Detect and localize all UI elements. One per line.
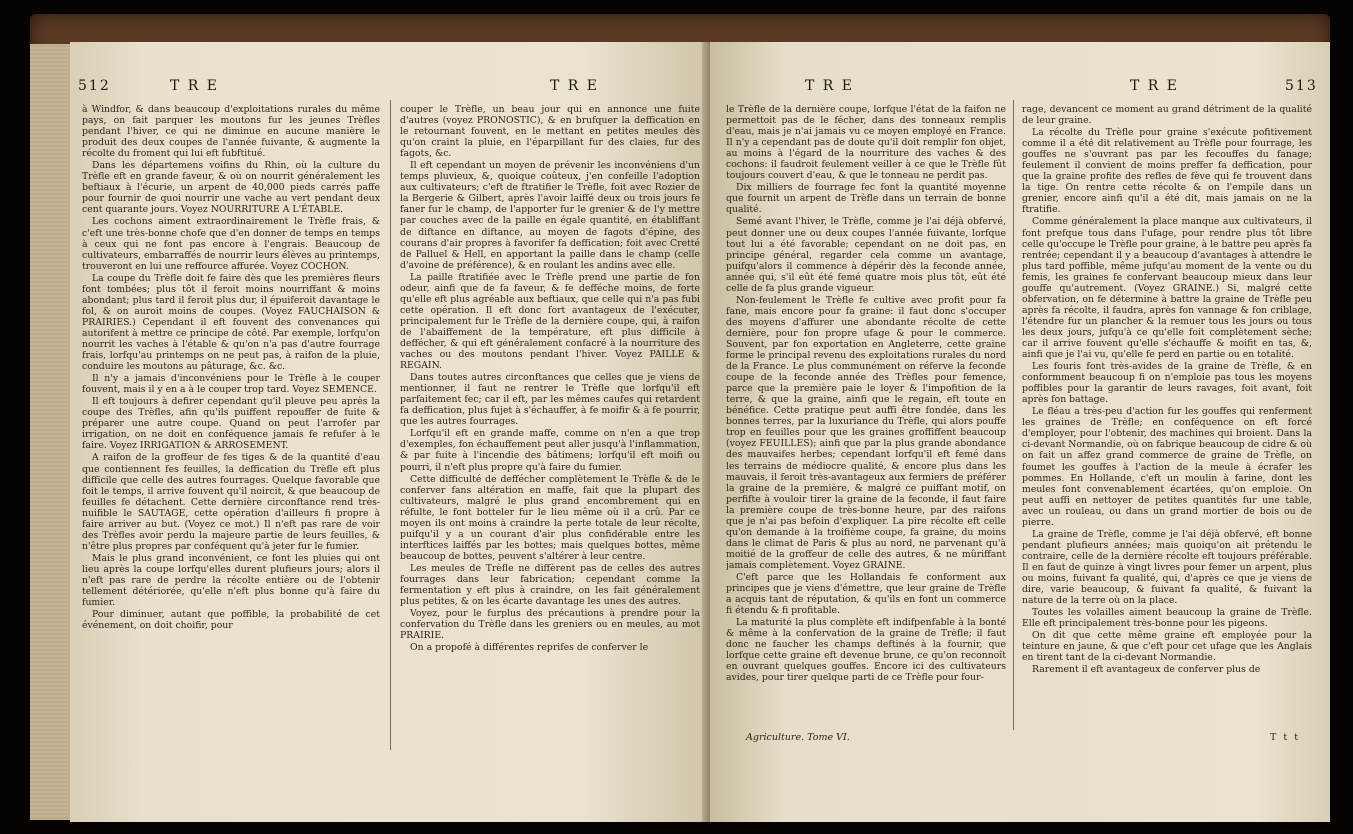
left-page-column-1 (82, 104, 380, 744)
left-page-column-2 (400, 104, 700, 744)
paragraph: Cette difficulté de deffécher complètement le Trèfle & de le conferver fans altération en maffe, fait que la plupart des cultivateurs, malgré le plus grand encombrement qui en réfulte, le font botteler fur le lieu même où il a crû. Par ce moyen ils ont moins à craindre la perte totale de leur récolte, puifqu'il y a un courant d'air plus confidérable entre les interftices laiffés par les bottes; mais quelques bottes, même beaucoup de bottes, peuvent s'altérer à leur centre. (400, 473, 700, 562)
page-footer: Agriculture. Tome VI. (746, 732, 850, 743)
column-rule (390, 100, 391, 750)
running-head-right-1: T R E (805, 78, 854, 94)
paragraph: Non-feulement le Trèfle fe cultive avec profit pour fa fane, mais encore pour fa graine: il faut donc s'occuper des moyens d'affurer une abondante récolte de cette dernière, pour fon propre ufage & pour le commerce. Souvent, par fon exportation en Angleterre, cette graine forme le principal revenu des exploitations rurales du nord de la France. Le plus communément on réferve la feconde coupe de la feconde année des Trèfles pour femence, parce que la première paie le loyer & l'impofition de la terre, & que la graine, ainfi que le regain, eft toute en bénéfice. Cette pratique peut auffi être fondée, dans les bonnes terres, par la luxuriance du Trèfle, qui alors pouffe trop en feuilles pour que les graines groffiffent beaucoup (voyez FEUILLES); ainfi que par la plus grande abondance des mauvaifes herbes; cependant lorfqu'il eft femé dans les terrains de médiocre qualité, & encore plus dans les mauvais, il feroit très-avantageux aux fermiers de préférer la graine de la première, & malgré ce puiffant motif, on perfifte à vouloir tirer la graine de la feconde, il faut faire la première coupe de très-bonne heure, par des raifons que je n'ai pas befoin d'expliquer. La pire récolte eft celle qu'on demande à la troifième coupe, fa graine, du moins dans le climat de Paris & plus au nord, ne parvenant qu'à moitié de la groffeur de celle des autres, & ne mûriffant jamais complètement. Voyez GRAINE. (726, 294, 1006, 571)
paragraph: Les cochons aiment extraordinairement le Trèfle frais, & c'eft une très-bonne chofe que d'en donner de temps en temps à ceux qui ne font pas encore à l'engrais. Beaucoup de cultivateurs, embarraffés de nourrir leurs élèves au printemps, trouveront en lui une reffource affurée. Voyez COCHON. (82, 216, 380, 272)
paragraph: Toutes les volailles aiment beaucoup la graine de Trèfle. Elle eft principalement très-bonne pour les pigeons. (1022, 607, 1312, 630)
right-page-column-2 (1022, 104, 1312, 744)
paragraph: couper le Trèfle, un beau jour qui en annonce une fuite d'autres (voyez PRONOSTIC), & en brufquer la deffication en le retournant fouvent, en le mettant en petites meules dès qu'on craint la pluie, en l'éparpillant fur des claies, fur des fagots, &c. (400, 104, 700, 160)
signature-mark: T t t (1270, 732, 1301, 743)
paragraph: Dix milliers de fourrage fec font la quantité moyenne que fournit un arpent de Trèfle dans un terrain de bonne qualité. (726, 182, 1006, 216)
page-number-left: 512 (78, 78, 111, 94)
paragraph: rage, devancent ce moment au grand détriment de la qualité de leur graine. (1022, 104, 1312, 127)
paragraph: Pour diminuer, autant que poffible, la probabilité de cet événement, on doit choifir, pour (82, 609, 380, 632)
paragraph: le Trèfle de la dernière coupe, lorfque l'état de la faifon ne permettoit pas de le fécher, dans des tonneaux remplis d'eau, mais je n'ai jamais vu ce moyen employé en France. Il n'y a cependant pas de doute qu'il doit remplir fon objet, au moins à l'égard de la nourriture des vaches & des cochons: il faudroit feulement veiller à ce que le Trèfle fût toujours couvert d'eau, & que le tonneau ne perdit pas. (726, 104, 1006, 182)
paragraph: Les meules de Trèfle ne diffèrent pas de celles des autres fourrages dans leur fabrication; cependant comme la fermentation y eft plus à craindre, on les fait généralement plus petites, & on les écarte davantage les unes des autres. (400, 562, 700, 608)
column-rule (1013, 100, 1014, 730)
paragraph: Il eft toujours à defirer cependant qu'il pleuve peu après la coupe des Trèfles, afin qu'ils puiffent repouffer de fuite & préparer une autre coupe. Quand on peut l'arrofer par irrigation, on ne doit en conféquence jamais fe refufer à le faire. Voyez IRRIGATION & ARROSEMENT. (82, 396, 380, 452)
paragraph: Il eft cependant un moyen de prévenir les inconvéniens d'un temps pluvieux, &, quoique coûteux, j'en confeille l'adoption aux cultivateurs; c'eft de ftratifier le Trèfle, foit avec Rozier de la Bergerie & Gilbert, après l'avoir laiffé deux ou trois jours fe faner fur le champ, de l'apporter fur le grenier & de l'y mettre par couches avec de la paille en égale quantité, en établiffant de diftance en diftance, au moyen de fagots d'épine, des courans d'air propres à favorifer fa deffication; foit avec Cretté de Palluel & Hell, en apportant la paille dans le champ (celle d'avoine de préférence), & en roulant les andins avec elle. (400, 160, 700, 271)
paragraph: Dans les départemens voifins du Rhin, où la culture du Trèfle eft en grande faveur, & où on nourrit généralement les beftiaux à l'écurie, un arpent de 40,000 pieds carrés paffe pour fournir de quoi nourrir une vache au vert pendant deux cent quarante jours. Voyez NOURRITURE A L'ÉTABLE. (82, 160, 380, 216)
paragraph: La graine de Trèfle, comme je l'ai déjà obfervé, eft bonne pendant plufieurs années; mais quoiqu'on ait prétendu le contraire, celle de la dernière récolte eft toujours préférable. Il en faut de quinze à vingt livres pour femer un arpent, plus ou moins, fuivant fa qualité, qui, d'après ce que je viens de dire, varie beaucoup, & fuivant fa qualité, & fuivant la nature de la terre où on la place. (1022, 528, 1312, 607)
right-page-column-1 (726, 104, 1006, 724)
paragraph: On a propofé à différentes reprifes de conferver le (410, 642, 649, 654)
paragraph: Les fouris font très-avides de la graine de Trèfle, & en conformment beaucoup fi on n'emploie pas tous les moyens poffibles pour la garantir de leurs ravages, foit avant, foit après fon battage. (1022, 361, 1312, 406)
paragraph: Dans toutes autres circonftances que celles que je viens de mentionner, il faut ne rentrer le Trèfle que lorfqu'il eft parfaitement fec; car il eft, par les mêmes caufes qui retardent fa deffication, plus fujet à s'échauffer, à fe moifir & à fe pourrir, que les autres fourrages. (400, 372, 700, 428)
running-head-left-2: T R E (550, 78, 599, 94)
paragraph: La maturité la plus complète eft indifpenfable à la bonté & même à la confervation de la graine de Trèfle; il faut donc ne faucher les champs deftinés à la fournir, que lorfque cette graine eft devenue brune, ce qu'on reconnoît en ouvrant quelques gouffes. Encore ici des cultivateurs avides, pour tirer quelque parti de ce Trèfle pour four- (726, 617, 1006, 684)
page-edges-left (30, 44, 72, 820)
paragraph: Voyez, pour le furplus des précautions à prendre pour la confervation du Trèfle dans les greniers ou en meules, au mot PRAIRIE. (400, 608, 700, 642)
paragraph: La paille ftratifiée avec le Trèfle prend une partie de fon odeur, ainfi que de fa faveur, & fe defféche moins, de forte qu'elle eft plus agréable aux beftiaux, que celle qui n'a pas fubi cette opération. Il eft donc fort avantageux de l'exécuter, principalement fur le Trèfle de la dernière coupe, qui, à raifon de l'abaiffement de la température, eft plus difficile à deffécher, & qui eft généralement confacré à la nourriture des vaches ou des moutons pendant l'hiver. Voyez PAILLE & REGAIN. (400, 271, 700, 372)
paragraph: Mais le plus grand inconvénient, ce font les pluies qui ont lieu après la coupe lorfqu'elles durent plufieurs jours; alors il n'eft pas rare de perdre la récolte entière ou de l'obtenir tellement détériorée, qu'elle n'eft plus bonne qu'à faire du fumier. (82, 552, 380, 609)
paragraph: On dit que cette même graine eft employée pour la teinture en jaune, & que c'eft pour cet ufage que les Anglais en tirent tant de la ci-devant Normandie. (1022, 630, 1312, 664)
paragraph: La coupe du Trèfle doit fe faire dès que les premières fleurs font tombées; plus tôt il feroit moins nourriffant & moins abondant; plus tard il feroit plus dur, il épuiferoit davantage le fol, & on auroit moins de coupes. (Voyez FAUCHAISON & PRAIRIES.) Cependant il eft fouvent des convenances qui autorifent à mettre ce principe de côté. Par exemple, lorfqu'on nourrit les vaches à l'étable & qu'on n'a pas d'autre fourrage frais, lorfqu'au printemps on ne peut pas, à raifon de la pluie, conduire les moutons au pâturage, &c. &c. (82, 272, 380, 373)
paragraph: Rarement il eft avantageux de conferver plus de (1032, 664, 1261, 676)
right-page (710, 42, 1330, 822)
paragraph: C'eft parce que les Hollandais fe conforment aux principes que je viens d'émettre, que leur graine de Trèfle a acquis tant de réputation, & qu'ils en font un commerce fi étendu & fi profitable. (726, 571, 1006, 617)
paragraph: A raifon de la groffeur de fes tiges & de la quantité d'eau que contiennent fes feuilles, la deffication du Trèfle eft plus difficile que celle des autres fourrages. Quelque favorable que foit le temps, il arrive fouvent qu'il noircit, & que beaucoup de feuilles fe détachent. Cette dernière circonftance rend très-nuifible le SAUTAGE, cette opération d'ailleurs fi propre à faire arriver au but. (Voyez ce mot.) Il n'eft pas rare de voir des Trèfles avoir perdu la majeure partie de leurs feuilles, & n'être plus propres par conféquent qu'à jeter fur le fumier. (82, 452, 380, 552)
paragraph: à Windfor, & dans beaucoup d'exploitations rurales du même pays, on fait parquer les moutons fur les jeunes Trèfles pendant l'hiver, ce qui ne diminue en aucune manière le produit des deux coupes de l'année fuivante, & augmente la récolte du froment qui lui eft fubftitué. (82, 104, 380, 160)
running-head-right-2: T R E (1130, 78, 1179, 94)
left-page (70, 42, 710, 822)
running-head-left-1: T R E (170, 78, 219, 94)
paragraph: Il n'y a jamais d'inconvéniens pour le Trèfle à le couper fouvent, mais il y en a à le couper trop tard. Voyez SEMENCE. (82, 373, 380, 396)
paragraph: Le fléau a très-peu d'action fur les gouffes qui renferment les graines de Trèfle; en conféquence on eft forcé d'employer, pour l'obtenir, des machines qui broient. Dans la ci-devant Normandie, où on fabrique beaucoup de cidre & où on fait un affez grand commerce de graine de Trèfle, on foumet les gouffes à l'action de la meule à écrafer les pommes. En Hollande, c'eft un moulin à farine, dont les meules font convenablement écartées, qu'on emploie. On peut auffi en nettoyer de petites quantités fur une table, avec un rouleau, ou dans un grand mortier de bois ou de pierre. (1022, 406, 1312, 528)
book-binding (30, 14, 1330, 820)
paragraph: Lorfqu'il eft en grande maffe, comme on n'en a que trop d'exemples, fon échauffement peut aller jusqu'à l'inflammation, & par fuite à l'incendie des bâtimens; lorfqu'il eft moifi ou pourri, il n'eft plus propre qu'à faire du fumier. (400, 428, 700, 473)
paragraph: La récolte du Trèfle pour graine s'exécute pofitivement comme il a été dit relativement au Trèfle pour fourrage, les gouffes ne s'ouvrant pas par les fecouffes du fanage; feulement il convient de moins preffer fa deffication, pour que la graine profite des refles de fève qui fe trouvent dans la tige. On rentre cette récolte & on l'empile dans un grenier, encore ainfi qu'il a été dit, mais jamais on ne la ftratifie. (1022, 127, 1312, 216)
paragraph: Comme généralement la place manque aux cultivateurs, il font prefque tous dans l'ufage, pour rendre plus tôt libre celle qu'occupe le Trèfle pour graine, à le battre peu après fa rentrée; cependant il y a beaucoup d'avantages à attendre le plus tard poffible, même jufqu'au moment de la vente ou du femis, les graines fe confervant beaucoup mieux dans leur gouffe qu'autrement. (Voyez GRAINE.) Si, malgré cette obfervation, on fe détermine à battre la graine de Trèfle peu après fa récolte, il faudra, après fon vannage & fon criblage, l'étendre fur un plancher & la remuer tous les jours ou tous les deux jours, jufqu'à ce qu'elle foit complètement sèche; car il arrive fouvent qu'elle s'échauffe & moifit en tas, &, ainfi que je l'ai vu, qu'elle fe perd en partie ou en totalité. (1022, 216, 1312, 361)
paragraph: Semé avant l'hiver, le Trèfle, comme je l'ai déjà obfervé, peut donner une ou deux coupes l'année fuivante, lorfque tout lui a été favorable; cependant on ne doit pas, en principe général, regarder cela comme un avantage, puifqu'alors il commence à dépérir dès la feconde année, année qui, s'il eût été femé quatre mois plus tôt, eût été celle de fa plus grande vigueur. (726, 216, 1006, 294)
page-number-right: 513 (1285, 78, 1318, 94)
